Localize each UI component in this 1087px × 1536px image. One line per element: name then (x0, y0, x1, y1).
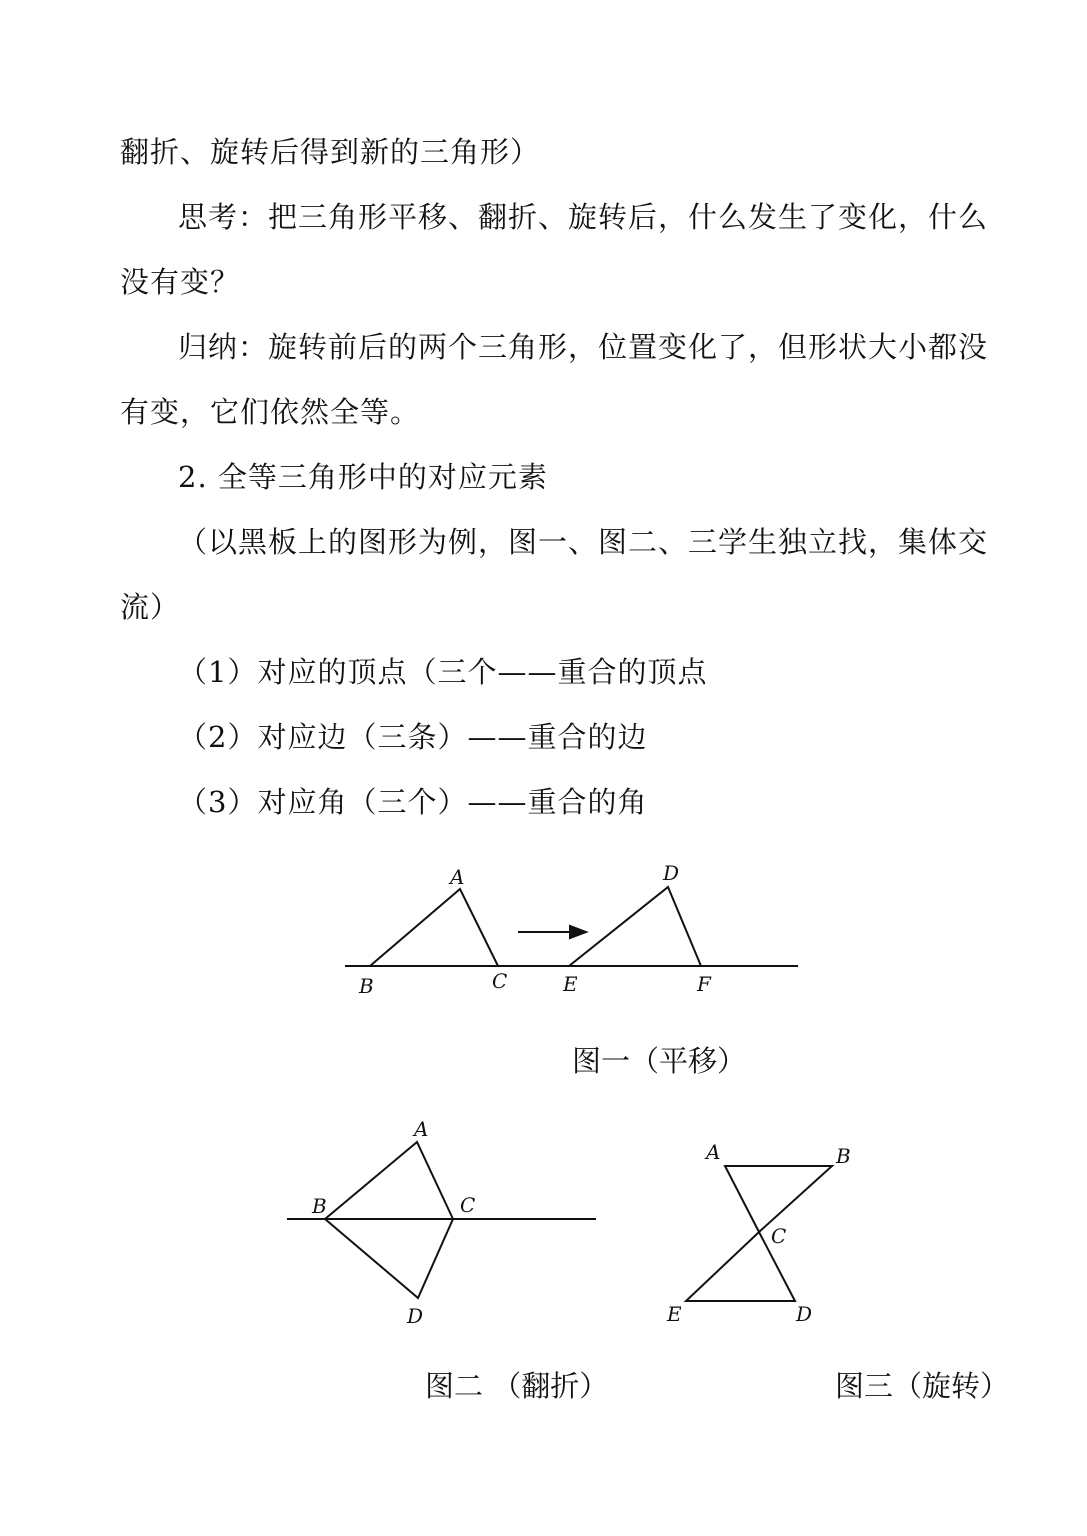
fig2-label-a: A (414, 1117, 429, 1141)
paragraph-think-line-2: 没有变？ (120, 265, 241, 299)
fig3-label-b: B (836, 1144, 851, 1168)
fig1-label-c: C (492, 969, 508, 993)
paragraph-summary-line-1: 归纳：旋转前后的两个三角形，位置变化了，但形状大小都没 (178, 330, 989, 364)
fig1-label-f: F (697, 972, 711, 996)
fig3-caption: 图三（旋转） (835, 1369, 1010, 1403)
fig3-label-a: A (706, 1140, 721, 1164)
list-item-sides: （2）对应边（三条）——重合的边 (178, 720, 648, 754)
fig3-triangle-abc (725, 1166, 832, 1232)
paragraph-example-line-2: 流） (120, 590, 181, 624)
fig1-label-b: B (359, 974, 374, 998)
fig2-caption: 图二 （翻折） (425, 1369, 609, 1403)
fig2-label-c: C (460, 1193, 476, 1217)
paragraph-example-line-1: （以黑板上的图形为例，图一、图二、三学生独立找，集体交 (178, 525, 989, 559)
paragraph-summary-line-2: 有变，它们依然全等。 (120, 395, 421, 429)
fig2-label-b: B (312, 1194, 327, 1218)
fig1-label-a: A (450, 865, 465, 889)
section-heading-2: 2. 全等三角形中的对应元素 (178, 460, 548, 494)
paragraph-line-1: 翻折、旋转后得到新的三角形） (120, 135, 541, 169)
list-item-angles: （3）对应角（三个）——重合的角 (178, 785, 648, 819)
fig1-label-d: D (663, 861, 680, 885)
paragraph-think-line-1: 思考：把三角形平移、翻折、旋转后，什么发生了变化，什么 (178, 200, 989, 234)
fig3-label-e: E (667, 1302, 682, 1326)
fig3-label-c: C (771, 1224, 787, 1248)
fig3-label-d: D (796, 1302, 813, 1326)
fig1-label-e: E (563, 972, 578, 996)
fig1-caption: 图一（平移） (572, 1044, 747, 1078)
fig2-label-d: D (407, 1304, 424, 1328)
list-item-vertices: （1）对应的顶点（三个——重合的顶点 (178, 655, 708, 689)
